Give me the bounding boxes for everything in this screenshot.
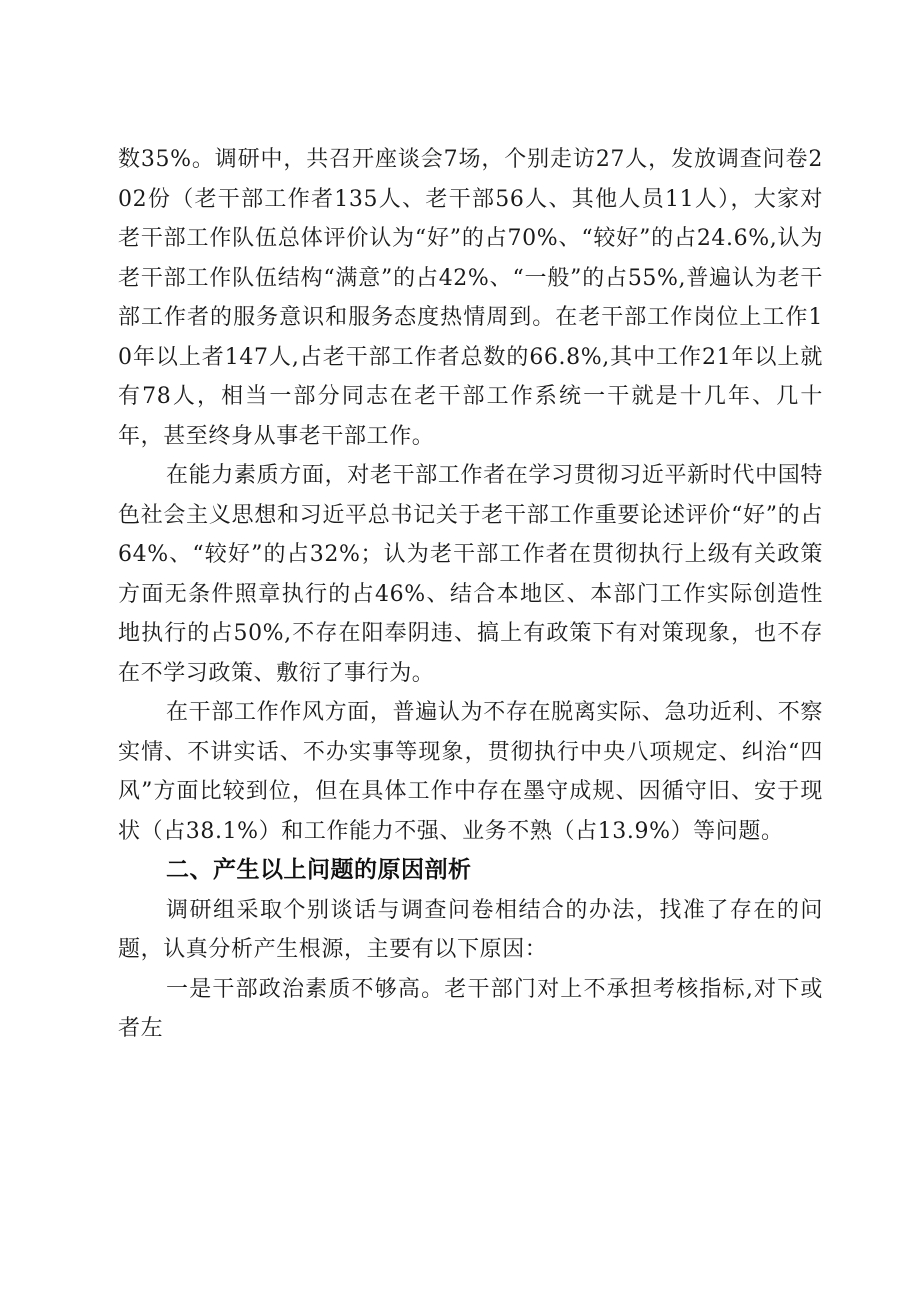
section-heading: 二、产生以上问题的原因剖析: [166, 857, 472, 883]
paragraph-reason-one: 一是干部政治素质不够高。老干部门对上不承担考核指标,对下或者左: [118, 976, 823, 1041]
paragraph-work-style: 在干部工作作风方面，普遍认为不存在脱离实际、急功近利、不察实情、不讲实话、不办实事等现象，贯彻执行中央八项规定、纠治“四风”方面比较到位，但在具体工作中存在墨守成规、因循守旧、安于现状（占38.1%）和工作能力不强、业务不熟（占13.9%）等问题。: [118, 700, 823, 844]
paragraph-ability-quality: 在能力素质方面，对老干部工作者在学习贯彻习近平新时代中国特色社会主义思想和习近平总书记关于老干部工作重要论述评价“好”的占64%、“较好”的占32%；认为老干部工作者在贯彻执行上级有关政策方面无条件照章执行的占46%、结合本地区、本部门工作实际创造性地执行的占50%,不存在阳奉阴违、搞上有政策下有对策现象，也不存在不学习政策、敷衍了事行为。: [118, 463, 823, 686]
paragraph-research-method: 调研组采取个别谈话与调查问卷相结合的办法，找准了存在的问题，认真分析产生根源，主要有以下原因：: [118, 897, 823, 962]
document-body: [118, 140, 823, 1049]
paragraph-survey-results: 数35%。调研中，共召开座谈会7场，个别走访27人，发放调查问卷202份（老干部工作者135人、老干部56人、其他人员11人），大家对老干部工作队伍总体评价认为“好”的占70%、“较好”的占24.6%,认为老干部工作队伍结构“满意”的占42%、“一般”的占55%,普遍认为老干部工作者的服务意识和服务态度热情周到。在老干部工作岗位上工作10年以上者147人,占老干部工作者总数的66.8%,其中工作21年以上就有78人，相当一部分同志在老干部工作系统一干就是十几年、几十年，甚至终身从事老干部工作。: [118, 147, 823, 449]
